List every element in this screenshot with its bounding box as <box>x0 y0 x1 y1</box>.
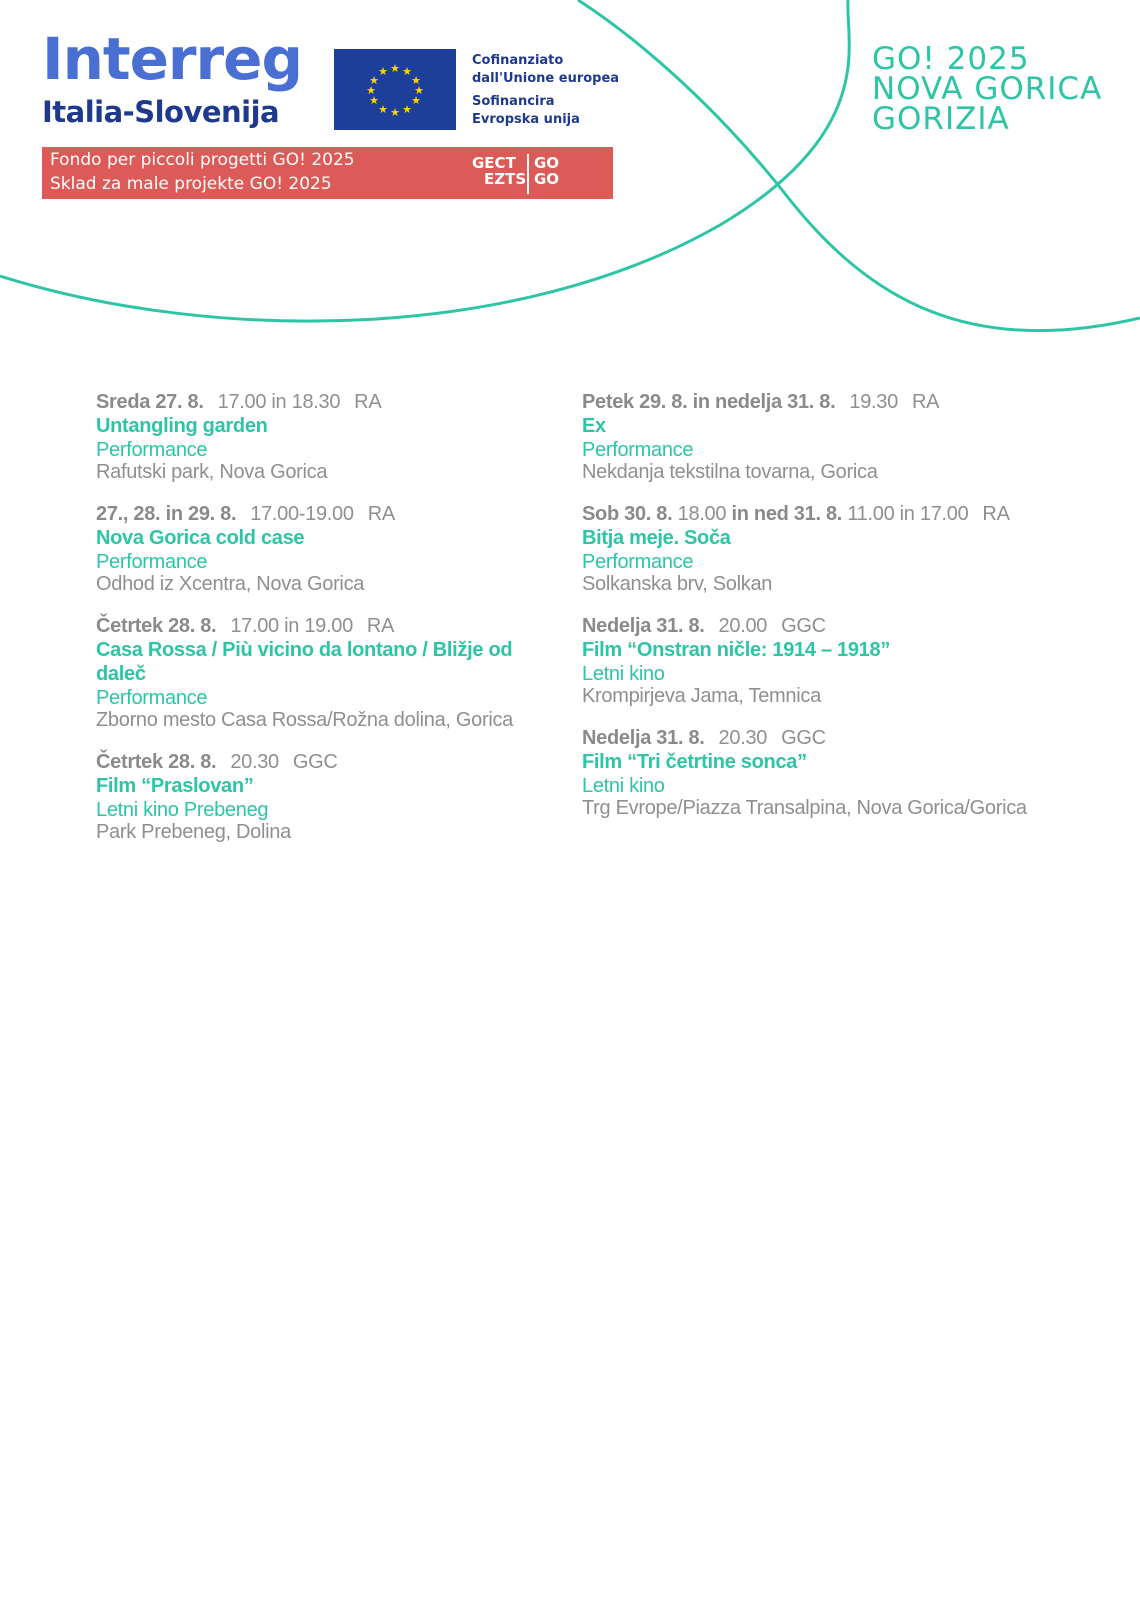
event-venue-code: RA <box>982 503 1010 525</box>
event-day: Petek 29. 8. in nedelja 31. 8. <box>582 391 836 413</box>
event-type: Performance <box>582 439 694 461</box>
go-label-1: GO <box>534 154 560 172</box>
event-day: Četrtek 28. 8. <box>96 615 217 637</box>
svg-text:★: ★ <box>369 74 379 87</box>
eu-cofinanced-sl <box>472 93 580 129</box>
event-time: 17.00 in 18.30 <box>217 391 341 413</box>
event-time-second: 11.00 in 17.00 <box>847 503 969 525</box>
event-day: Sob 30. 8. <box>582 503 673 525</box>
fund-banner <box>42 147 613 199</box>
svg-text:★: ★ <box>411 74 421 87</box>
events-right-column <box>582 390 1062 838</box>
eu-sl-line-2: Evropska unija <box>472 112 580 127</box>
event-title: Film “Onstran ničle: 1914 – 1918” <box>582 639 891 661</box>
eu-sl-line-1: Sofinancira <box>472 94 555 109</box>
gect-divider <box>527 154 529 194</box>
interreg-region: Italia-Slovenija <box>42 95 280 129</box>
event-venue-code: GGC <box>781 727 826 749</box>
event-day: Nedelja 31. 8. <box>582 727 705 749</box>
interreg-logo: Interreg <box>42 25 302 93</box>
event-type: Performance <box>96 687 208 709</box>
event-place: Zborno mesto Casa Rossa/Rožna dolina, Gorica <box>96 709 514 731</box>
event-place: Odhod iz Xcentra, Nova Gorica <box>96 573 365 595</box>
event-place: Krompirjeva Jama, Temnica <box>582 685 821 707</box>
event-title: Casa Rossa / Più vicino da lontano / Bližje od daleč <box>96 639 513 685</box>
svg-text:★: ★ <box>402 65 412 78</box>
event-day: Sreda 27. 8. <box>96 391 204 413</box>
event-place: Rafutski park, Nova Gorica <box>96 461 328 483</box>
go-label-2: GO <box>534 170 560 188</box>
svg-text:★: ★ <box>414 84 424 97</box>
event-place: Solkanska brv, Solkan <box>582 573 773 595</box>
event-header <box>582 390 1062 414</box>
event-title: Bitja meje. Soča <box>582 527 731 549</box>
event-time: 20.30 <box>718 727 768 749</box>
event-type: Letni kino <box>582 663 665 685</box>
event-venue-code: RA <box>911 391 940 413</box>
event-venue-code: GGC <box>781 615 826 637</box>
svg-text:★: ★ <box>366 84 376 97</box>
event-place: Park Prebeneg, Dolina <box>96 821 291 843</box>
svg-text:★: ★ <box>369 94 379 107</box>
event-header <box>96 614 566 638</box>
svg-text:★: ★ <box>378 103 388 116</box>
event-header <box>582 614 1062 638</box>
event-venue-code: RA <box>354 391 382 413</box>
event-item <box>96 502 566 594</box>
event-time: 20.30 <box>230 751 279 773</box>
event-time: 17.00-19.00 <box>250 503 354 525</box>
event-venue-code: GGC <box>292 751 338 773</box>
event-day: 27., 28. in 29. 8. <box>96 503 237 525</box>
event-time: 20.00 <box>718 615 768 637</box>
event-venue-code: RA <box>366 615 395 637</box>
event-header <box>96 390 566 414</box>
event-type: Letni kino Prebeneg <box>96 799 269 821</box>
go2025-logo-line-3: GORIZIA <box>872 101 1010 137</box>
event-title: Ex <box>582 415 606 437</box>
fund-banner-it: Fondo per piccoli progetti GO! 2025 <box>50 150 355 170</box>
gect-go-logo <box>472 154 592 194</box>
event-item <box>96 614 566 730</box>
event-item <box>96 750 566 842</box>
ezts-label: EZTS <box>484 170 527 188</box>
svg-text:★: ★ <box>378 65 388 78</box>
event-place: Nekdanja tekstilna tovarna, Gorica <box>582 461 878 483</box>
event-time: 17.00 in 19.00 <box>230 615 353 637</box>
gect-label: GECT <box>472 154 516 172</box>
event-item <box>582 614 1062 706</box>
go2025-logo <box>872 41 1103 137</box>
event-header <box>582 726 1062 750</box>
event-place: Trg Evrope/Piazza Transalpina, Nova Gorica/Gorica <box>582 797 1027 819</box>
event-day: Četrtek 28. 8. <box>96 751 217 773</box>
event-item <box>582 502 1062 594</box>
event-item <box>96 390 566 482</box>
event-item <box>582 726 1062 818</box>
eu-it-line-1: Cofinanziato <box>472 53 564 68</box>
event-day-second: in ned 31. 8. <box>731 503 843 525</box>
event-type: Performance <box>96 439 208 461</box>
event-time: 18.00 <box>677 503 727 525</box>
event-day: Nedelja 31. 8. <box>582 615 705 637</box>
event-title: Nova Gorica cold case <box>96 527 305 549</box>
event-header <box>96 502 566 526</box>
svg-text:★: ★ <box>402 103 412 116</box>
go2025-logo-line-2: NOVA GORICA <box>872 71 1103 107</box>
event-title: Film “Tri četrtine sonca” <box>582 751 807 773</box>
fund-banner-sl: Sklad za male projekte GO! 2025 <box>50 174 332 194</box>
event-time: 19.30 <box>849 391 898 413</box>
event-header <box>96 750 566 774</box>
events-left-column <box>96 390 566 862</box>
eu-it-line-2: dall'Unione europea <box>472 71 620 86</box>
event-title: Film “Praslovan” <box>96 775 254 797</box>
event-item <box>582 390 1062 482</box>
event-type: Performance <box>582 551 694 573</box>
svg-text:★: ★ <box>390 106 400 119</box>
eu-flag-icon <box>334 49 456 130</box>
event-header <box>582 502 1062 526</box>
event-venue-code: RA <box>367 503 395 525</box>
event-title: Untangling garden <box>96 415 268 437</box>
event-type: Letni kino <box>582 775 665 797</box>
svg-text:★: ★ <box>390 62 400 75</box>
svg-text:★: ★ <box>411 94 421 107</box>
event-type: Performance <box>96 551 208 573</box>
go2025-logo-line-1: GO! 2025 <box>872 41 1030 77</box>
eu-cofinanced-it <box>472 52 619 88</box>
